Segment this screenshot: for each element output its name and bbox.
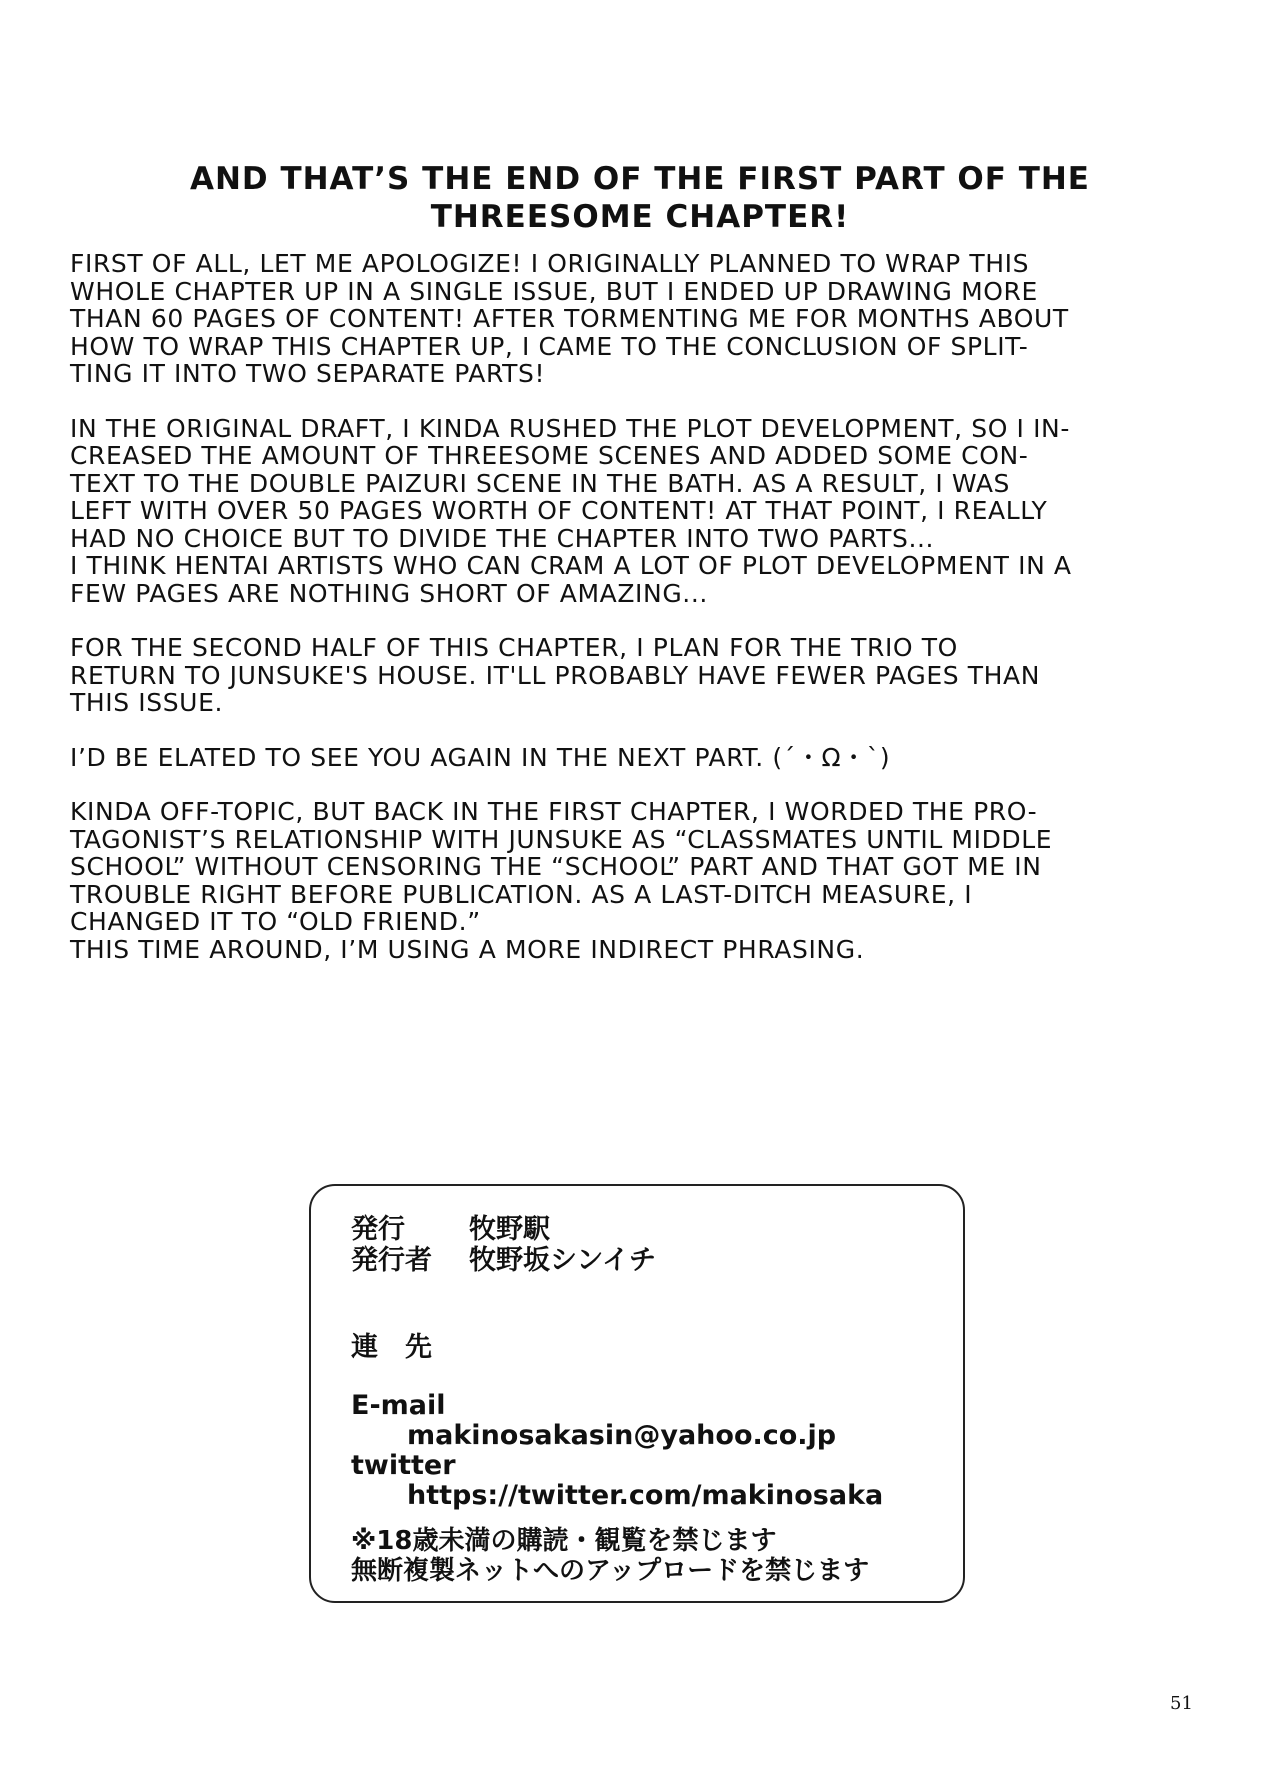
issuer-label: 発行者 [351, 1245, 432, 1276]
email-label: E-mail [351, 1390, 446, 1421]
text-line: THIS TIME AROUND, I’M USING A MORE INDIRECT PHRASING. [70, 934, 865, 964]
issuer-value: 牧野坂シンイチ [469, 1245, 656, 1276]
text-line: FOR THE SECOND HALF OF THIS CHAPTER, I PLAN FOR THE TRIO TO [70, 633, 958, 662]
text-line: I THINK HENTAI ARTISTS WHO CAN CRAM A LOT OF PLOT DEVELOPMENT IN A [70, 551, 1072, 580]
text-line: THIS ISSUE. [70, 688, 224, 717]
publisher-label: 発行 [351, 1214, 405, 1245]
no-reproduction-notice: 無断複製ネットへのアップロードを禁じます [351, 1556, 870, 1586]
heading-line-1: AND THAT’S THE END OF THE FIRST PART OF THE [190, 161, 1090, 197]
issuer-row [351, 1245, 656, 1277]
text-line: KINDA OFF-TOPIC, BUT BACK IN THE FIRST CHAPTER, I WORDED THE PRO- [70, 797, 1038, 826]
text-line: HAD NO CHOICE BUT TO DIVIDE THE CHAPTER INTO TWO PARTS... [70, 523, 935, 553]
publisher-value: 牧野駅 [469, 1214, 550, 1245]
afterword-body [70, 250, 1215, 990]
paragraph-next-part [70, 744, 1215, 772]
text-line: TEXT TO THE DOUBLE PAIZURI SCENE IN THE BATH. AS A RESULT, I WAS [70, 468, 1011, 498]
text-line: TAGONIST’S RELATIONSHIP WITH JUNSUKE AS “CLASSMATES UNTIL MIDDLE [70, 824, 1053, 854]
text-line: I’D BE ELATED TO SEE YOU AGAIN IN THE NEXT PART. (´・Ω・`) [70, 742, 891, 772]
paragraph-second-half [70, 634, 1215, 717]
heading-line-2: THREESOME CHAPTER! [430, 199, 850, 235]
page-number: 51 [1170, 1693, 1193, 1714]
twitter-url[interactable]: https://twitter.com/makinosaka [407, 1480, 884, 1511]
paragraph-off-topic [70, 798, 1215, 963]
email-value[interactable]: makinosakasin@yahoo.co.jp [407, 1420, 837, 1451]
age-restriction-notice: ※18歳未満の購読・観覧を禁じます [351, 1526, 777, 1556]
text-line: FEW PAGES ARE NOTHING SHORT OF AMAZING... [70, 578, 708, 608]
text-line: RETURN TO JUNSUKE'S HOUSE. IT'LL PROBABLY HAVE FEWER PAGES THAN [70, 660, 1041, 690]
contact-label: 連 先 [351, 1332, 432, 1363]
text-line: TROUBLE RIGHT BEFORE PUBLICATION. AS A LAST-DITCH MEASURE, I [70, 879, 973, 909]
text-line: LEFT WITH OVER 50 PAGES WORTH OF CONTENT! AT THAT POINT, I REALLY [70, 496, 1048, 525]
text-line: CREASED THE AMOUNT OF THREESOME SCENES AND ADDED SOME CON- [70, 441, 1029, 470]
text-line: WHOLE CHAPTER UP IN A SINGLE ISSUE, BUT I ENDED UP DRAWING MORE [70, 276, 1038, 306]
text-line: IN THE ORIGINAL DRAFT, I KINDA RUSHED THE PLOT DEVELOPMENT, SO I IN- [70, 413, 1070, 443]
paragraph-apology [70, 250, 1215, 388]
text-line: THAN 60 PAGES OF CONTENT! AFTER TORMENTING ME FOR MONTHS ABOUT [70, 304, 1069, 333]
text-line: FIRST OF ALL, LET ME APOLOGIZE! I ORIGINALLY PLANNED TO WRAP THIS [70, 249, 1030, 278]
text-line: TING IT INTO TWO SEPARATE PARTS! [70, 359, 546, 388]
text-line: SCHOOL” WITHOUT CENSORING THE “SCHOOL” PART AND THAT GOT ME IN [70, 852, 1042, 881]
publisher-row [351, 1214, 550, 1246]
twitter-label: twitter [351, 1450, 456, 1481]
paragraph-original-draft [70, 415, 1215, 608]
colophon-box [309, 1184, 965, 1603]
text-line: HOW TO WRAP THIS CHAPTER UP, I CAME TO THE CONCLUSION OF SPLIT- [70, 331, 1029, 361]
text-line: CHANGED IT TO “OLD FRIEND.” [70, 907, 481, 936]
afterword-heading [120, 160, 1160, 236]
